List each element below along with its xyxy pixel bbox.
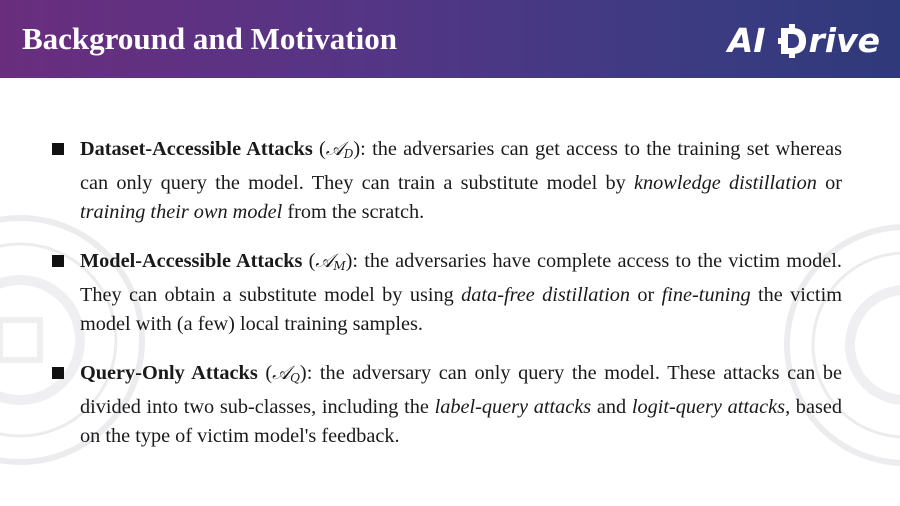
item-heading: Query-Only Attacks <box>80 362 258 384</box>
bullet-list <box>52 135 842 471</box>
bullet-item-query-only: Query-Only Attacks (𝒜$_Q$): the adversary can only query the model. These attacks can be divided into two sub-classes, including the label-query attacks and logit-query attacks, based on the type of victim model's feedback. <box>52 359 842 451</box>
square-bullet-icon <box>52 143 64 155</box>
gear-d-icon <box>778 24 808 58</box>
math-symbol: 𝒜$_D$ <box>325 138 354 161</box>
bullet-item-dataset-accessible: Dataset-Accessible Attacks (𝒜$_D$): the adversaries can get access to the training set whereas can only query the model. They can train a substitute model by knowledge distillation or training their own model from the scratch. <box>52 135 842 227</box>
bullet-item-model-accessible: Model-Accessible Attacks (𝒜$_M$): the adversaries have complete access to the victim model. They can obtain a substitute model by using data-free distillation or fine-tuning the victim model with (a few) local training samples. <box>52 247 842 339</box>
item-heading: Dataset-Accessible Attacks <box>80 138 313 160</box>
logo-text-left: AI <box>727 21 766 60</box>
header-bar <box>0 0 900 78</box>
page-title: Background and Motivation <box>22 21 397 56</box>
square-bullet-icon <box>52 367 64 379</box>
math-symbol: 𝒜$_Q$ <box>272 362 300 385</box>
ai-drive-logo <box>728 21 880 61</box>
logo-text-right: rive <box>808 21 880 60</box>
math-symbol: 𝒜$_M$ <box>315 250 346 273</box>
item-heading: Model-Accessible Attacks <box>80 250 303 272</box>
square-bullet-icon <box>52 255 64 267</box>
